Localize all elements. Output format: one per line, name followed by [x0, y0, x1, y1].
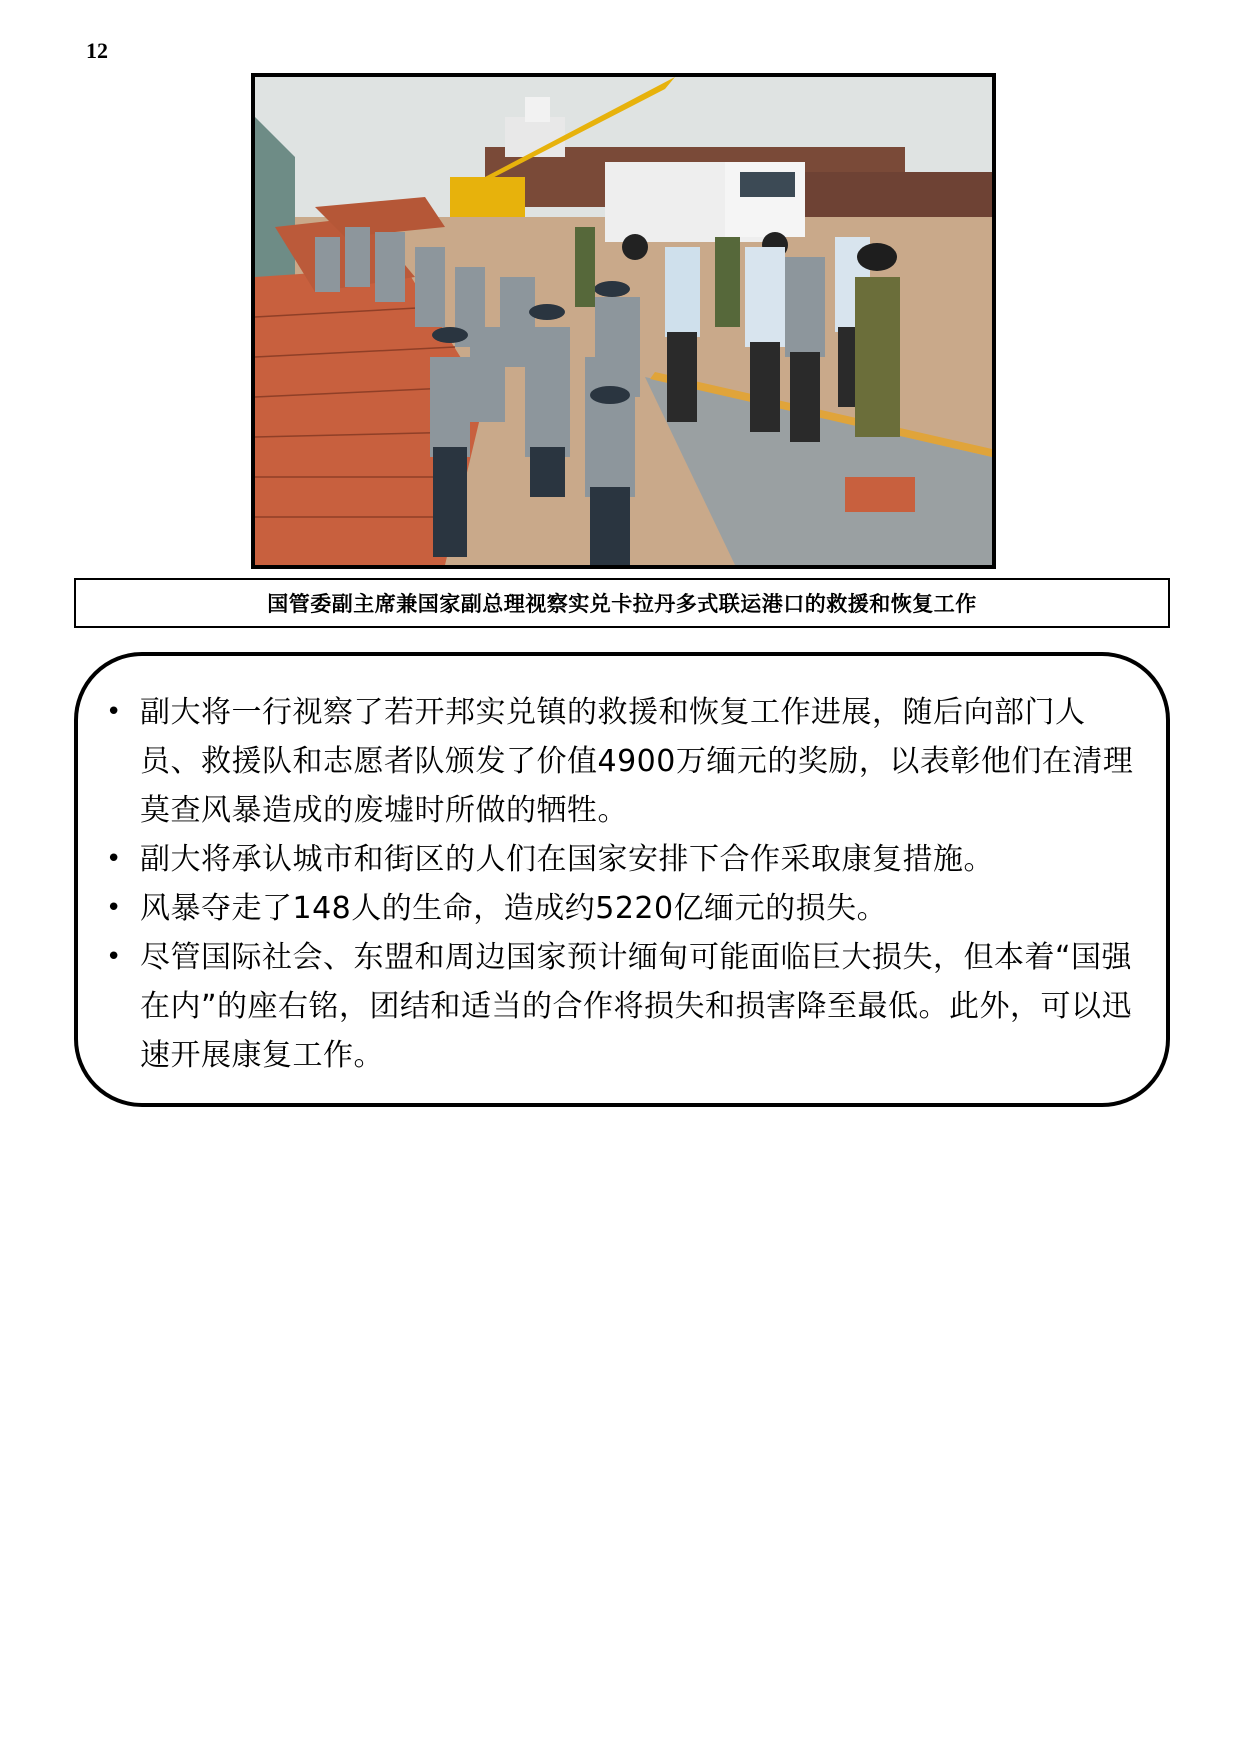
list-item	[98, 884, 1138, 933]
page-number: 12	[86, 38, 108, 63]
list-item	[98, 835, 1138, 884]
caption-text: 国管委副主席兼国家副总理视察实兑卡拉丹多式联运港口的救援和恢复工作	[267, 591, 977, 616]
photo-caption	[74, 578, 1170, 628]
news-photo	[251, 73, 996, 569]
list-item	[98, 933, 1138, 1080]
photo-crane-body	[450, 177, 525, 217]
bullet-list	[98, 688, 1138, 1080]
summary-box	[74, 652, 1170, 1107]
bullet-marker: •	[106, 697, 122, 727]
list-item	[98, 688, 1138, 835]
bullet-marker: •	[106, 942, 122, 972]
bullet-text: 副大将承认城市和街区的人们在国家安排下合作采取康复措施。	[140, 842, 994, 877]
photo-image	[255, 77, 992, 565]
bullet-text: 副大将一行视察了若开邦实兑镇的救援和恢复工作进展，随后向部门人员、救援队和志愿者队颁发了价值4900万缅元的奖励，以表彰他们在清理莫查风暴造成的废墟时所做的牺牲。	[140, 695, 1134, 828]
bullet-text: 风暴夺走了148人的生命，造成约5220亿缅元的损失。	[140, 891, 888, 926]
bullet-marker: •	[106, 844, 122, 874]
bullet-marker: •	[106, 893, 122, 923]
bullet-text: 尽管国际社会、东盟和周边国家预计缅甸可能面临巨大损失，但本着“国强在内”的座右铭，团结和适当的合作将损失和损害降至最低。此外，可以迅速开展康复工作。	[140, 940, 1133, 1073]
